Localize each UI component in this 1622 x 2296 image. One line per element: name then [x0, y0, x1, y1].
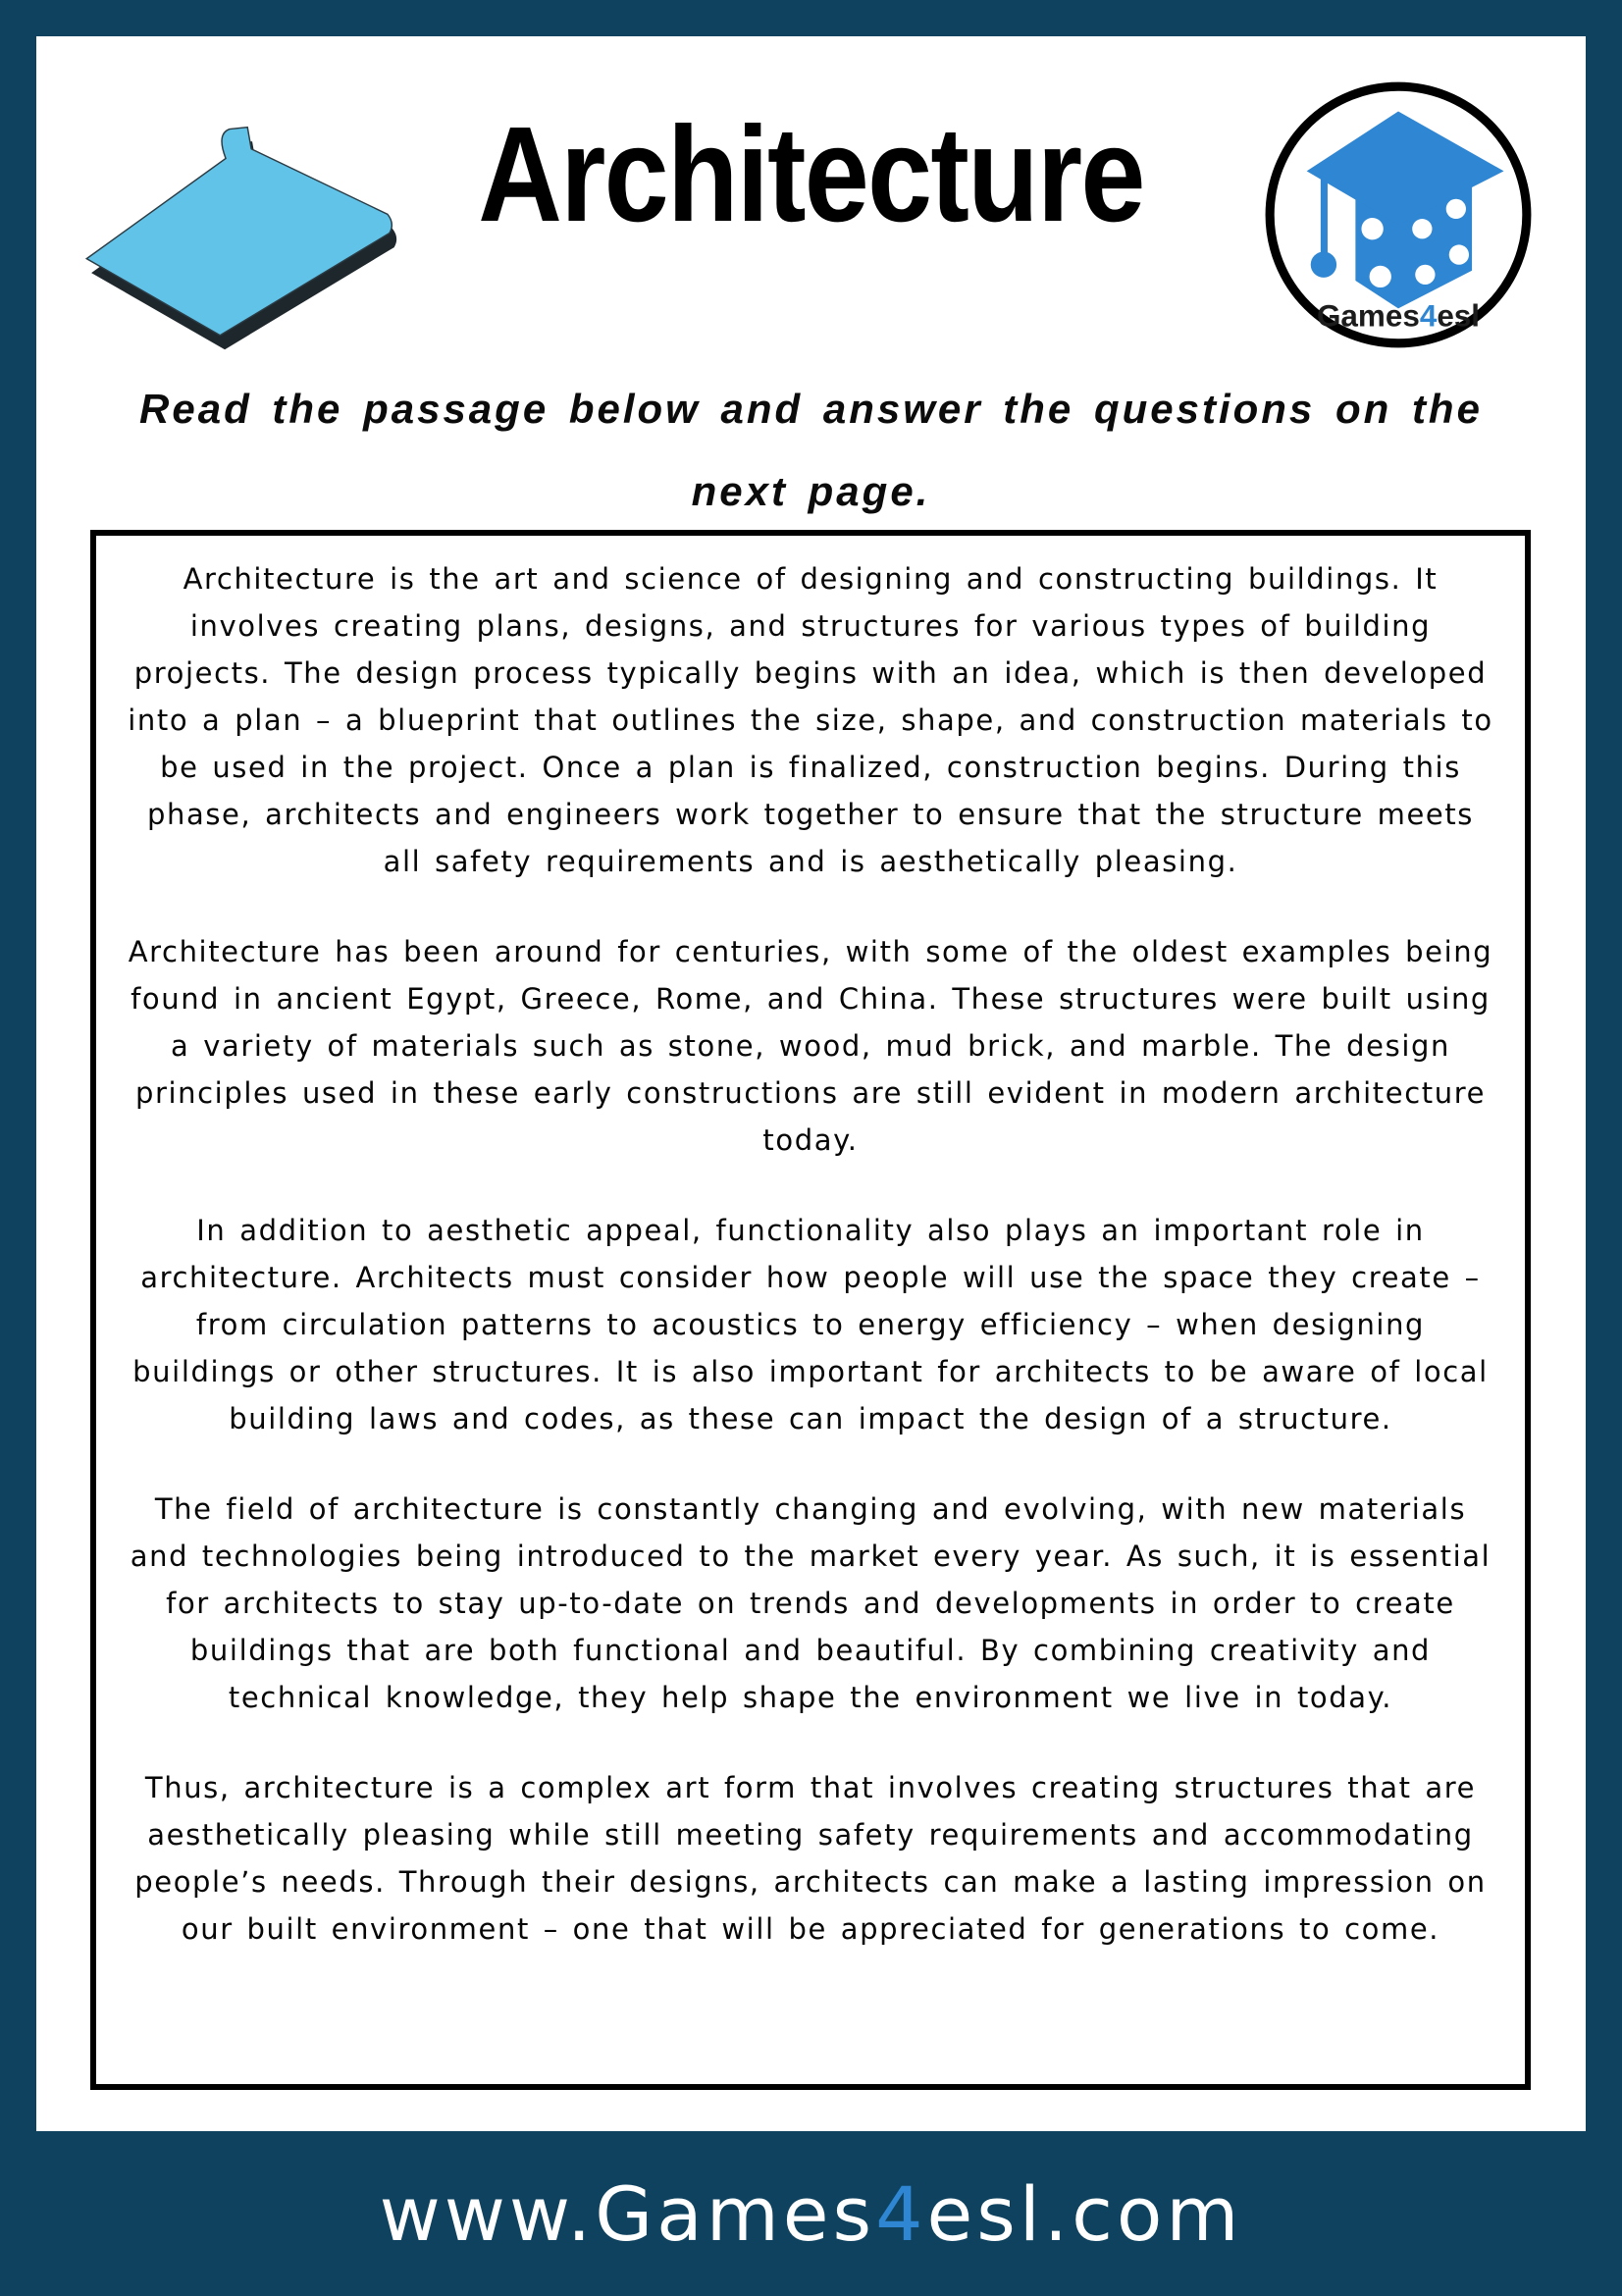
passage-paragraph: Architecture is the art and science of designing and constructing buildings. It involves creating plans, designs, and structures for various types of building projects. The design process typically begins with an idea, which is then developed into a plan – a blueprint that outlines the size, shape, and construction materials to be used in the project. Once a plan is finalized, construction begins. During this phase, architects and engineers work together to ensure that the structure meets all safety requirements and is aesthetically pleasing.	[128, 562, 1493, 878]
passage-paragraph: The field of architecture is constantly changing and evolving, with new materials and technologies being introduced to the market every year. As such, it is essential for architects to stay up-to-date on trends and developments in order to create buildings that are both functional and beautiful. By combining creativity and technical knowledge, they help shape the environment we live in today.	[130, 1492, 1491, 1714]
footer-url: www.Games4esl.com	[379, 2169, 1243, 2258]
passage-box	[90, 530, 1531, 2090]
instruction-text: Read the passage below and answer the questions on the next page.	[139, 386, 1483, 514]
games4esl-logo	[1261, 78, 1536, 352]
page-title: Architecture	[478, 99, 1144, 250]
logo-wordmark: Games4esl	[1316, 298, 1481, 334]
footer-bar	[0, 2131, 1622, 2296]
passage-paragraph: Thus, architecture is a complex art form that involves creating structures that are aesthetically pleasing while still meeting safety requirements and accommodating people’s needs. Through their designs, architects can make a lasting impression on our built environment – one that will be appreciated for generations to come.	[134, 1771, 1487, 1946]
passage-paragraph: Architecture has been around for centuries, with some of the oldest examples being found in ancient Egypt, Greece, Rome, and China. These structures were built using a variety of materials such as stone, wood, mud brick, and marble. The design principles used in these early constructions are still evident in modern architecture today.	[128, 935, 1493, 1157]
passage-paragraph: In addition to aesthetic appeal, functionality also plays an important role in architecture. Architects must consider how people will use the space they create – from circulation patterns to acoustics to energy efficiency – when designing buildings or other structures. It is also important for architects to be aware of local building laws and codes, as these can impact the design of a structure.	[132, 1214, 1489, 1435]
worksheet-page	[36, 36, 1586, 2131]
